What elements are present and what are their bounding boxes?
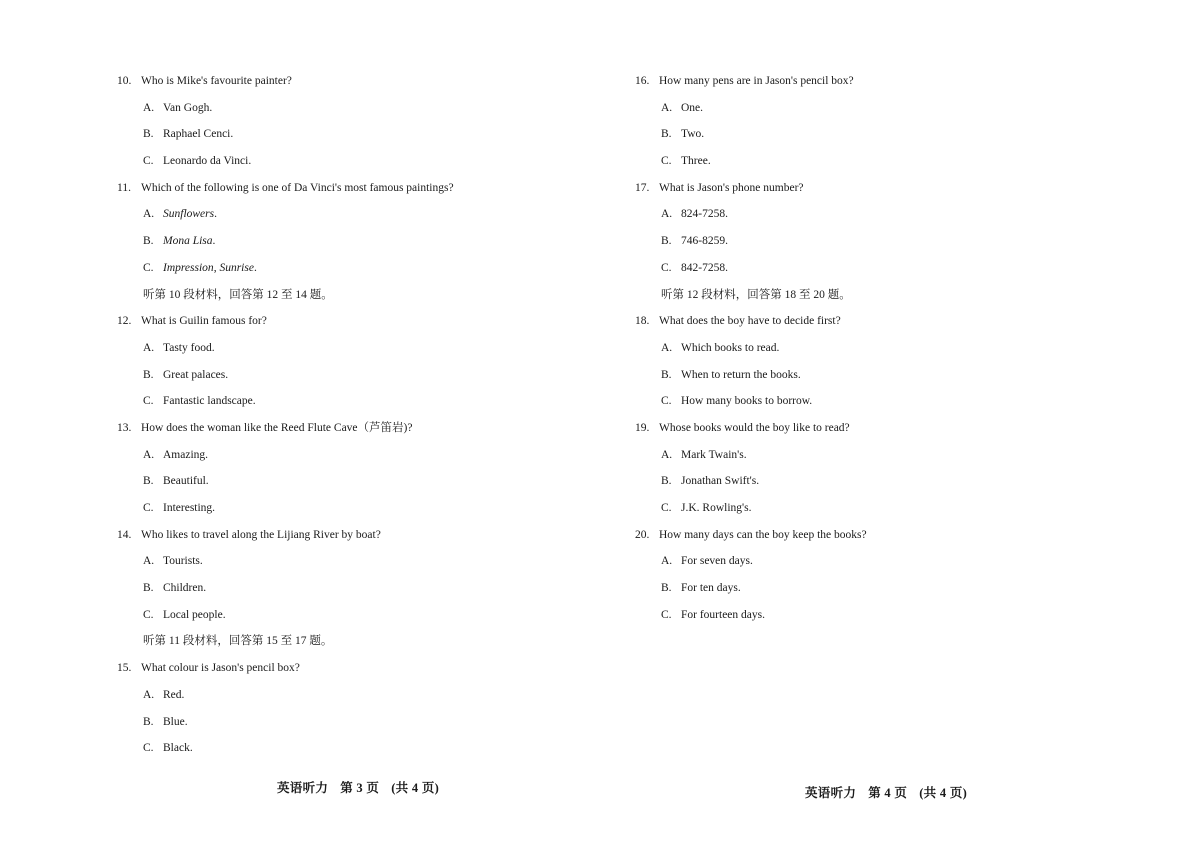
option-15-b: B. Blue. [143,715,188,728]
footer-page-number: 第 4 页 [868,786,908,800]
section-instruction-11: 听第 11 段材料，回答第 15 至 17 题。 [143,635,333,648]
option-13-b: B. Beautiful. [143,475,209,488]
option-16-c: C. Three. [661,155,711,168]
footer-subject: 英语听力 [277,781,329,795]
option-11-a: A. Sunflowers. [143,208,217,221]
option-10-c: C. Leonardo da Vinci. [143,155,252,168]
question-text: How many days can the boy keep the books? [659,528,867,541]
question-19: 19. Whose books would the boy like to read? [635,421,850,434]
question-text: Who is Mike's favourite painter? [141,75,292,87]
option-13-c: C. Interesting. [143,502,216,514]
option-14-c: C. Local people. [143,608,226,621]
option-20-b: B. For ten days. [661,582,741,595]
question-14: 14. Who likes to travel along the Lijiang River by boat? [117,528,381,541]
question-text: What is Jason's phone number? [659,181,804,194]
question-13: 13. How does the woman like the Reed Flute Cave（芦笛岩)? [117,421,413,434]
option-13-a: A. Amazing. [143,448,209,461]
option-11-b: B. Mona Lisa. [143,235,216,248]
option-16-b: B. Two. [661,128,705,141]
question-17: 17. What is Jason's phone number? [635,181,804,194]
question-text: How does the woman like the Reed Flute Cave（芦笛岩)? [141,421,413,434]
option-10-b: B. Raphael Cenci. [143,128,234,141]
option-17-b: B. 746-8259. [661,235,728,248]
question-16: 16. How many pens are in Jason's pencil box? [635,75,854,87]
option-18-c: C. How many books to borrow. [661,395,813,408]
option-18-a: A. Which books to read. [661,341,780,354]
option-20-c: C. For fourteen days. [661,608,765,621]
question-text: Whose books would the boy like to read? [659,421,850,434]
page-footer [805,783,967,801]
question-11: 11. Which of the following is one of Da Vinci's most famous paintings? [117,181,454,194]
question-12: 12. What is Guilin famous for? [117,315,267,328]
option-11-c: C. Impression, Sunrise. [143,261,257,274]
option-15-c: C. Black. [143,742,193,755]
option-12-b: B. Great palaces. [143,368,229,381]
option-14-a: A. Tourists. [143,555,203,568]
question-text: Who likes to travel along the Lijiang River by boat? [141,528,381,541]
footer-page-number: 第 3 页 [340,781,380,795]
question-10: 10. Who is Mike's favourite painter? [117,75,292,87]
question-18: 18. What does the boy have to decide first? [635,315,841,328]
question-column-left [117,73,454,767]
question-text: How many pens are in Jason's pencil box? [659,75,854,87]
option-19-a: A. Mark Twain's. [661,448,747,461]
option-17-c: C. 842-7258. [661,261,728,274]
section-instruction-10: 听第 10 段材料，回答第 12 至 14 题。 [143,288,333,301]
option-15-a: A. Red. [143,688,185,701]
option-17-a: A. 824-7258. [661,208,728,221]
question-column-right [635,73,867,633]
page-footer [277,778,439,796]
option-19-b: B. Jonathan Swift's. [661,475,760,488]
option-14-b: B. Children. [143,582,207,595]
question-text: What colour is Jason's pencil box? [141,662,300,675]
footer-total-pages: (共 4 页) [391,781,440,795]
footer-subject: 英语听力 [805,786,857,800]
option-12-a: A. Tasty food. [143,341,215,354]
option-20-a: A. For seven days. [661,555,753,568]
option-18-b: B. When to return the books. [661,368,801,381]
footer-total-pages: (共 4 页) [919,786,968,800]
section-instruction-12: 听第 12 段材料，回答第 18 至 20 题。 [661,288,851,301]
question-15: 15. What colour is Jason's pencil box? [117,662,300,675]
option-19-c: C. J.K. Rowling's. [661,502,752,514]
option-12-c: C. Fantastic landscape. [143,395,256,408]
question-text: What does the boy have to decide first? [659,315,841,328]
question-text: What is Guilin famous for? [141,315,267,328]
option-10-a: A. Van Gogh. [143,101,213,114]
exam-page-4 [600,0,1200,847]
question-20: 20. How many days can the boy keep the books? [635,528,867,541]
question-text: Which of the following is one of Da Vinci's most famous paintings? [141,181,454,194]
option-16-a: A. One. [661,101,704,114]
